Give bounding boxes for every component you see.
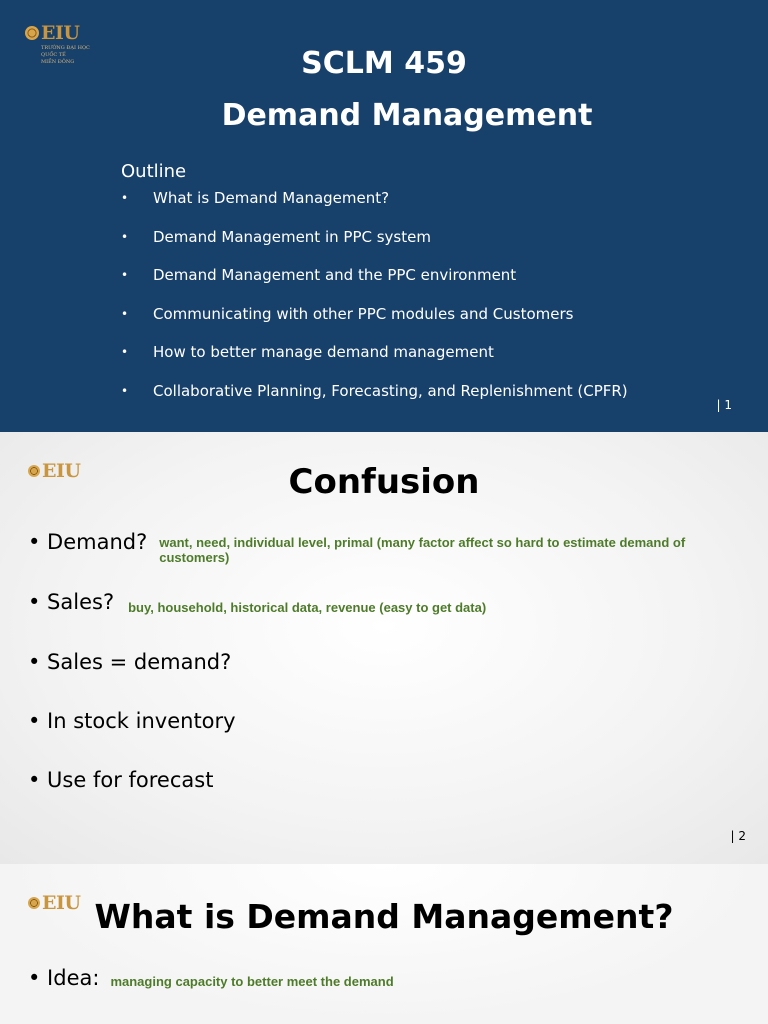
logo-text: EIU: [41, 22, 80, 44]
outline-item: [121, 266, 628, 305]
slide-2-title: Confusion: [288, 462, 480, 502]
outline-item: [121, 228, 628, 267]
bullet-note: buy, household, historical data, revenue (easy to get data): [128, 600, 487, 615]
logo-subtitle-3: MIỀN ĐÔNG: [41, 59, 75, 65]
outline-item-text: Communicating with other PPC modules and Customers: [153, 304, 574, 323]
outline-item-text: Demand Management and the PPC environment: [153, 266, 517, 284]
course-code: SCLM 459: [301, 46, 467, 81]
outline-label: Outline: [121, 161, 187, 182]
bullet-label: • Idea:: [28, 966, 100, 990]
bullet-label: • Sales?: [28, 590, 115, 614]
bullet-icon: •: [121, 306, 129, 321]
slide-3: [0, 864, 768, 1024]
bullet-forecast: [28, 768, 213, 792]
outline-item: [121, 189, 628, 228]
bullet-demand: [28, 530, 719, 565]
outline-item-text: Collaborative Planning, Forecasting, and Replenishment (CPFR): [153, 381, 628, 400]
eiu-emblem-icon: [25, 26, 39, 40]
bullet-label: • Sales = demand?: [28, 650, 232, 674]
bullet-in-stock: [28, 709, 236, 733]
page-number: | 2: [730, 829, 746, 843]
logo-subtitle-1: TRƯỜNG ĐẠI HỌC: [41, 45, 90, 51]
bullet-icon: •: [121, 191, 129, 205]
outline-item-text: What is Demand Management?: [153, 189, 390, 207]
bullet-icon: •: [121, 345, 129, 359]
outline-item-text: Demand Management in PPC system: [153, 227, 431, 246]
outline-item: [121, 382, 628, 421]
logo-text: EIU: [42, 892, 81, 914]
bullet-note: managing capacity to better meet the demand: [110, 974, 394, 989]
bullet-sales: [28, 590, 486, 615]
slide-2: [0, 432, 768, 864]
bullet-sales-equals-demand: [28, 650, 231, 674]
outline-item: [121, 305, 628, 344]
bullet-note: want, need, individual level, primal (many factor affect so hard to estimate demand of customers): [159, 535, 686, 565]
bullet-icon: •: [121, 383, 129, 398]
slide-1-title: Demand Management: [221, 98, 593, 133]
slide-3-title: What is Demand Management?: [94, 897, 674, 936]
logo-text: EIU: [42, 460, 81, 482]
outline-item: [121, 343, 628, 382]
bullet-icon: •: [121, 268, 129, 282]
logo-subtitle-2: QUỐC TẾ: [41, 52, 66, 58]
bullet-icon: •: [121, 229, 129, 244]
bullet-label: • Use for forecast: [28, 768, 214, 792]
bullet-label: • Demand?: [28, 530, 148, 554]
outline-item-text: How to better manage demand management: [153, 343, 494, 361]
slide-1: [0, 0, 768, 432]
page-number: | 1: [716, 398, 732, 412]
bullet-idea: [28, 966, 394, 990]
bullet-label: • In stock inventory: [28, 709, 236, 733]
outline-list: [121, 189, 628, 420]
